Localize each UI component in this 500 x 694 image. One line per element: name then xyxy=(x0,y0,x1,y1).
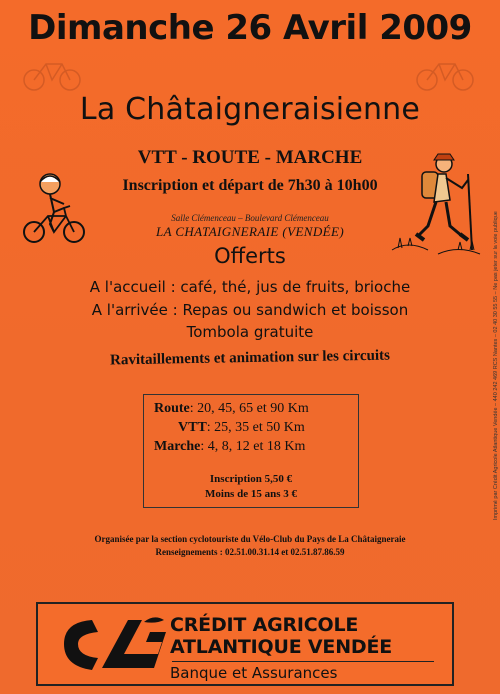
renseignements-line: Renseignements : 02.51.00.31.14 et 02.51.87.86.59 xyxy=(155,547,345,557)
bank-divider xyxy=(172,661,434,662)
offer-tombola: Tombola gratuite xyxy=(186,323,314,341)
inscription-times: Inscription et départ de 7h30 à 10h00 xyxy=(122,177,378,194)
circuit-route xyxy=(154,401,309,417)
credit-agricole-logo-icon xyxy=(58,614,168,674)
offer-accueil: A l'accueil : café, thé, jus de fruits, brioche xyxy=(89,278,411,296)
price-inscription: Inscription 5,50 € xyxy=(209,473,293,485)
background-bike-icon xyxy=(415,52,475,92)
circuit-marche-distances: : 4, 8, 12 et 18 Km xyxy=(200,439,306,454)
circuit-route-label: Route xyxy=(154,401,190,416)
event-date-title: Dimanche 26 Avril 2009 xyxy=(28,8,472,48)
circuit-vtt xyxy=(178,420,305,436)
circuit-marche-label: Marche xyxy=(154,439,201,454)
venue-address: Salle Clémenceau – Boulevard Clémenceau xyxy=(171,213,329,223)
offerts-heading: Offerts xyxy=(214,244,286,268)
sponsor-banner xyxy=(36,602,454,686)
bank-name-line2: ATLANTIQUE VENDÉE xyxy=(170,636,393,658)
cyclist-child-icon xyxy=(20,168,90,248)
bank-name-line1: CRÉDIT AGRICOLE xyxy=(170,614,359,636)
hiker-icon xyxy=(388,150,483,258)
bank-tagline: Banque et Assurances xyxy=(170,664,338,682)
printer-side-text: Imprimé par Crédit Agricole Atlantique Vendée – 440 242 469 RCS Nantes – 02 40 30 55 55 – Ne pas jeter sur la voie publique xyxy=(493,211,499,520)
circuit-marche xyxy=(154,439,305,455)
disciplines-heading: VTT - ROUTE - MARCHE xyxy=(137,147,363,168)
price-under-15: Moins de 15 ans 3 € xyxy=(205,488,297,500)
ravitaillement-line: Ravitaillements et animation sur les circuits xyxy=(109,347,391,369)
printer-side-note xyxy=(483,160,499,520)
background-bike-icon xyxy=(22,52,82,92)
event-name-subtitle: La Châtaigneraisienne xyxy=(79,92,421,127)
circuit-route-distances: : 20, 45, 65 et 90 Km xyxy=(189,401,309,416)
circuit-vtt-distances: : 25, 35 et 50 Km xyxy=(206,420,305,435)
circuit-vtt-label: VTT xyxy=(178,420,207,435)
circuits-box xyxy=(143,394,359,508)
offer-arrivee: A l'arrivée : Repas ou sandwich et boisson xyxy=(91,301,409,319)
organisation-line: Organisée par la section cyclotouriste du Vélo-Club du Pays de La Châtaigneraie xyxy=(94,534,406,544)
venue-city: LA CHATAIGNERAIE (VENDÉE) xyxy=(155,224,345,239)
